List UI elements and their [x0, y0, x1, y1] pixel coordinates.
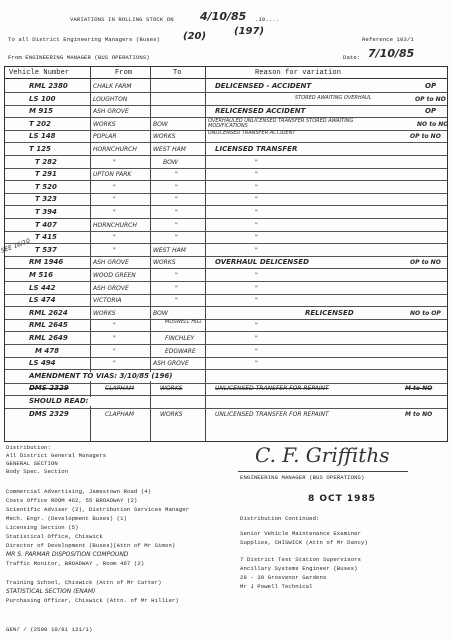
variations-table	[4, 66, 448, 442]
from-depot: UPTON PARK	[93, 171, 132, 179]
to-depot: MUSWELL HILL	[165, 319, 203, 326]
from-depot: "	[113, 335, 116, 342]
from-depot: ASH GROVE	[93, 284, 129, 292]
from-depot: "	[113, 183, 116, 191]
vehicle-number: T 537	[35, 245, 57, 254]
distribution-item: Director of Development (Buses)(Attn of Mr Simon)	[6, 542, 176, 549]
to-depot: "	[175, 284, 178, 292]
vehicle-number: LS 494	[29, 359, 56, 368]
reason: "	[255, 360, 258, 368]
note: OP to NO	[410, 259, 441, 267]
from-depot: "	[113, 246, 116, 254]
table-row	[5, 220, 447, 232]
vehicle-number: T 415	[35, 233, 57, 242]
vehicle-number: T 394	[35, 208, 57, 216]
note: NO to OP	[410, 309, 441, 317]
table-row	[5, 283, 447, 295]
should-read-label-row	[5, 396, 447, 409]
vehicle-number: LS 100	[29, 94, 56, 103]
reason: "	[255, 322, 258, 330]
should-read-label: SHOULD READ:	[29, 397, 92, 406]
table-row	[5, 257, 447, 269]
distribution-item: Ancillary Systems Engineer (Buses)	[240, 565, 358, 572]
table-row	[5, 94, 447, 106]
distribution-title: Distribution:	[6, 444, 51, 451]
from-depot: WORKS	[93, 120, 116, 128]
from-depot: "	[113, 209, 116, 216]
to-number: (20)	[183, 31, 207, 42]
correct-to: WORKS	[160, 410, 183, 418]
to-depot: "	[175, 221, 178, 229]
vehicle-number: T 282	[35, 157, 57, 166]
to-depot: WORKS	[153, 133, 176, 141]
amendment-line: AMENDMENT TO VIAS: 3/10/85 (196)	[29, 372, 176, 381]
col-header-to: To	[173, 69, 182, 77]
reason: UNLICENSED TRANSFER ACCIDENT	[208, 130, 296, 137]
to-depot: "	[175, 171, 178, 179]
signature: C. F. Griffiths	[255, 443, 390, 467]
from-depot: ASH GROVE	[93, 259, 129, 267]
distribution-item: Purchasing Officer, Chiswick (Attn. of Mr Hillier)	[6, 597, 179, 604]
reason: "	[255, 196, 258, 204]
table-row	[5, 182, 447, 194]
reason: LICENSED TRANSFER	[215, 145, 298, 153]
table-row	[5, 81, 447, 93]
distribution-item: Scientific Adviser (2), Distribution Services Manager	[6, 506, 190, 513]
to-depot: BOW	[163, 158, 178, 166]
correct-reason: UNLICENSED TRANSFER FOR REPAINT	[215, 410, 329, 418]
title-tail: .19....	[255, 16, 280, 23]
distribution-item: All District General Managers	[6, 452, 107, 459]
table-row	[5, 131, 447, 143]
table-row	[5, 207, 447, 219]
reason: "	[255, 284, 258, 292]
vehicle-number: LS 474	[29, 296, 56, 305]
distribution-list	[6, 452, 236, 606]
reason: OVERHAUL DELICENSED	[215, 258, 309, 267]
to-depot: "	[175, 297, 178, 305]
from-depot: "	[113, 322, 116, 330]
from-depot: HORNCHURCH	[93, 221, 137, 229]
amendment-row	[5, 371, 447, 384]
distribution-item: STATISTICAL SECTION (ENAM)	[6, 588, 96, 595]
distribution-continued-title: Distribution Continued:	[240, 515, 320, 522]
distribution-item: Training School, Chiswick (Attn of Mr Carter)	[6, 579, 162, 586]
col-header-vehicle: Vehicle Number	[9, 69, 70, 77]
reason: "	[255, 297, 258, 305]
from-depot: "	[113, 347, 116, 355]
reason: "	[255, 335, 258, 342]
reason: "	[255, 246, 258, 254]
distribution-item: Licensing Section (5)	[6, 524, 79, 531]
correct-row	[5, 409, 447, 421]
vehicle-number: M 516	[29, 271, 54, 279]
signature-caption: ENGINEERING MANAGER (BUS OPERATIONS)	[240, 474, 365, 481]
table-row	[5, 346, 447, 358]
table-row	[5, 157, 447, 169]
note: OP	[425, 82, 437, 90]
distribution-item: Body Spec. Section	[6, 468, 69, 475]
to-depot: ASH GROVE	[153, 360, 189, 368]
from-depot: CHALK FARM	[93, 83, 132, 90]
distribution-item: Traffic Monitor, BROADWAY , Room 467 (2)	[6, 560, 145, 567]
distribution-item: Senior Vehicle Maintenance Examiner	[240, 530, 361, 537]
distribution-item: Supplies, CHISWICK (Attn of Mr Dancy)	[240, 539, 368, 546]
reason: STORED AWAITING OVERHAUL	[295, 94, 372, 101]
distribution-item: Mr J Powell Technical	[240, 583, 313, 590]
reason: "	[255, 221, 258, 229]
date-value: 7/10/85	[368, 47, 415, 60]
table-row	[5, 358, 447, 370]
table-row	[5, 320, 447, 332]
col-header-reason: Reason for variation	[255, 69, 342, 77]
to-depot: WEST HAM	[153, 146, 186, 153]
reason: "	[255, 234, 258, 242]
correct-vehicle: DMS 2329	[29, 409, 69, 418]
to-depot: "	[175, 209, 178, 216]
distribution-item: 7 District Test Station Supervisors	[240, 556, 361, 563]
table-row	[5, 169, 447, 181]
from-depot: WORKS	[93, 309, 116, 317]
reason: DELICENSED - ACCIDENT	[215, 82, 312, 90]
vehicle-number: T 291	[35, 170, 57, 179]
to-depot: EDGWARE	[165, 347, 196, 355]
to-depot: WEST HAM	[153, 246, 186, 254]
to-depot: "	[175, 272, 178, 279]
reason: OVERHAULED UNLICENSED TRANSFER STORED AWAITING MODIFICATIONS	[208, 117, 354, 129]
distribution-item: Costs Office ROOM 462, 55 BROADWAY (2)	[6, 497, 138, 504]
table-row	[5, 106, 447, 118]
to-depot: BOW	[153, 120, 168, 128]
vehicle-number: T 323	[35, 195, 57, 204]
vehicle-number: T 520	[35, 182, 57, 191]
vehicle-number: M 478	[35, 346, 60, 355]
vehicle-number: T 407	[35, 220, 57, 229]
note: NO to NO	[417, 120, 449, 128]
vehicle-number: M 915	[29, 107, 54, 116]
title-printed: VARIATIONS IN ROLLING STOCK ON	[70, 16, 174, 23]
distribution-item	[6, 569, 236, 579]
vehicle-number: RML 2649	[29, 334, 68, 342]
vehicle-number: T 125	[29, 145, 51, 153]
table-row	[5, 270, 447, 282]
from-depot: HORNCHURCH	[93, 146, 137, 153]
vehicle-number: LS 148	[29, 132, 56, 141]
reason: "	[255, 171, 258, 179]
to-depot: FINCHLEY	[165, 335, 195, 342]
from-depot: ASH GROVE	[93, 108, 129, 116]
reason: "	[255, 347, 258, 355]
table-row	[5, 308, 447, 320]
table-row	[5, 333, 447, 345]
table-row	[5, 144, 447, 156]
reason: "	[255, 272, 258, 279]
to-number-2: (197)	[234, 26, 265, 37]
table-row	[5, 295, 447, 307]
distribution-item: Statistical Office, Chiswick	[6, 533, 103, 540]
vehicle-number: LS 442	[29, 283, 56, 292]
col-header-from: From	[115, 69, 133, 77]
date-label: Date:	[343, 54, 361, 61]
wrong-from: CLAPHAM	[105, 385, 135, 393]
should-read-row	[5, 383, 447, 396]
to-depot: "	[175, 234, 178, 242]
wrong-note: M to NO	[405, 385, 433, 393]
note: OP to NO	[415, 95, 446, 103]
correct-from: CLAPHAM	[105, 410, 135, 418]
reason: RELICENSED ACCIDENT	[215, 107, 306, 116]
to-line: To all District Engineering Managers (Buses)	[8, 36, 161, 43]
wrong-vehicle: DMS 2329	[29, 384, 69, 393]
distribution-item: Commercial Advertising, Jamestown Road (4)	[6, 488, 152, 495]
from-line: From ENGINEERING MANAGER (BUS OPERATIONS)	[8, 54, 150, 61]
vehicle-number: RML 2624	[29, 308, 68, 317]
from-depot: POPLAR	[93, 133, 117, 141]
to-depot: WORKS	[153, 259, 176, 267]
wrong-to: WORKS	[160, 385, 183, 393]
note: OP	[425, 107, 437, 116]
margin-note: SEE 16/10	[0, 237, 32, 255]
to-depot: "	[175, 183, 178, 191]
from-depot: "	[113, 196, 116, 204]
vehicle-number: RML 2380	[29, 82, 68, 90]
table-row	[5, 232, 447, 244]
table-row	[5, 119, 447, 131]
from-depot: "	[113, 234, 116, 242]
reason: RELICENSED	[305, 308, 354, 317]
correct-note: M to NO	[405, 410, 433, 418]
to-depot: BOW	[153, 309, 168, 317]
distribution-item: 28 - 30 Grosvenor Gardens	[240, 574, 327, 581]
vehicle-number: RML 2645	[29, 321, 68, 330]
distribution-item: MR S. PARMAR DISPOSITION COMPOUND	[6, 551, 129, 558]
table-row	[5, 245, 447, 257]
from-depot: "	[113, 360, 116, 368]
form-footer: GEN/ / (2500 10/81 121/1)	[6, 626, 93, 633]
reason: "	[255, 209, 258, 216]
distribution-item	[240, 548, 440, 556]
title-date: 4/10/85	[200, 10, 247, 23]
note: OP to NO	[410, 133, 441, 141]
wrong-reason: UNLICENSED TRANSFER FOR REPAINT	[215, 385, 329, 393]
from-depot: VICTORIA	[93, 297, 122, 305]
signature-line	[238, 471, 408, 472]
distribution-item	[6, 476, 236, 488]
vehicle-number: T 202	[29, 119, 51, 128]
received-stamp: 8 OCT 1985	[308, 494, 376, 504]
distribution-item: Mech. Engr. (Development Buses) (1)	[6, 515, 127, 522]
reference: Reference 103/1	[362, 36, 414, 43]
distribution-item: GENERAL SECTION	[6, 460, 58, 467]
vehicle-number: RM 1946	[29, 258, 64, 267]
distribution-continued-list	[240, 530, 440, 592]
from-depot: "	[113, 158, 116, 166]
reason: "	[255, 158, 258, 166]
reason: "	[255, 183, 258, 191]
table-header	[5, 67, 447, 79]
from-depot: WOOD GREEN	[93, 272, 136, 279]
table-row	[5, 194, 447, 206]
to-depot: "	[175, 196, 178, 204]
from-depot: LOUGHTON	[93, 95, 128, 103]
